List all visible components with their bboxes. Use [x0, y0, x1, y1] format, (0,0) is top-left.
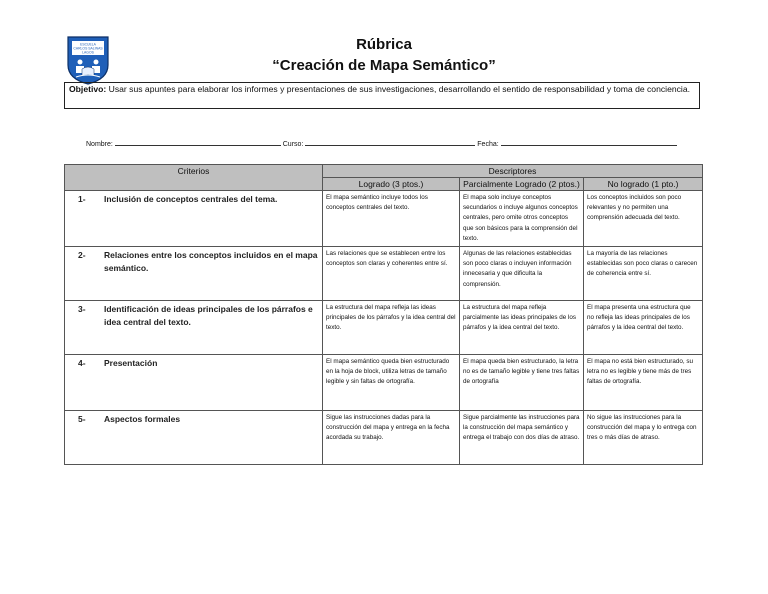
level-header-logrado: Logrado (3 ptos.)	[323, 178, 460, 191]
table-row	[65, 301, 703, 355]
date-label: Fecha:	[477, 141, 499, 148]
criterion-cell	[65, 355, 323, 411]
table-row	[65, 411, 703, 465]
svg-text:LAGOS: LAGOS	[82, 50, 94, 55]
criterion-cell	[65, 191, 323, 247]
criterion-cell	[65, 247, 323, 301]
descriptor-no-logrado: No sigue las instrucciones para la construcción del mapa y lo entrega con tres o más días de atraso.	[584, 411, 703, 465]
objective-text: Usar sus apuntes para elaborar los informes y presentaciones de sus investigaciones, desarrollando el sentido de responsabilidad y toma de conciencia.	[106, 84, 691, 94]
level-header-parcial: Parcialmente Logrado (2 ptos.)	[460, 178, 584, 191]
level-header-no-logrado: No logrado (1 pto.)	[584, 178, 703, 191]
document-subtitle: “Creación de Mapa Semántico”	[272, 57, 496, 74]
criterion-number: 2-	[78, 250, 86, 261]
table-row	[65, 247, 703, 301]
descriptor-logrado: Las relaciones que se establecen entre los conceptos son claras y coherentes entre sí.	[323, 247, 460, 301]
student-info-line	[86, 138, 696, 148]
table-row	[65, 191, 703, 247]
descriptor-parcial: Algunas de las relaciones establecidas son poco claras o incluyen información innecesaria y que dificulta la comprensión.	[460, 247, 584, 301]
course-field[interactable]	[305, 138, 475, 146]
rubric-table	[64, 164, 703, 465]
date-field[interactable]	[501, 138, 677, 146]
document-title: Rúbrica	[356, 36, 412, 53]
criterion-text: Identificación de ideas principales de los párrafos e idea central del texto.	[104, 304, 313, 328]
course-label: Curso:	[282, 141, 304, 148]
criterion-cell	[65, 411, 323, 465]
descriptor-parcial: El mapa solo incluye conceptos secundarios o incluye algunos conceptos centrales, pero omite otros conceptos que son básicos para la comprensión del texto.	[460, 191, 584, 247]
descriptor-no-logrado: La mayoría de las relaciones establecidas son poco claras o carecen de coherencia entre sí.	[584, 247, 703, 301]
criteria-header: Criterios	[65, 165, 323, 191]
name-label: Nombre:	[86, 141, 113, 148]
descriptor-parcial: La estructura del mapa refleja parcialmente las ideas principales de los párrafos y la idea central del texto.	[460, 301, 584, 355]
criterion-text: Relaciones entre los conceptos incluidos en el mapa semántico.	[104, 250, 318, 274]
criterion-number: 3-	[78, 304, 86, 315]
table-header-row	[65, 165, 703, 178]
descriptor-no-logrado: Los conceptos incluidos son poco relevantes y no permiten una comprensión adecuada del texto.	[584, 191, 703, 247]
descriptor-parcial: El mapa queda bien estructurado, la letra no es de tamaño legible y tiene tres faltas de ortografía	[460, 355, 584, 411]
descriptor-logrado: Sigue las instrucciones dadas para la construcción del mapa y entrega en la fecha acordada su trabajo.	[323, 411, 460, 465]
objective-label: Objetivo:	[69, 84, 107, 94]
descriptor-logrado: El mapa semántico queda bien estructurado en la hoja de block, utiliza letras de tamaño legible y sin faltas de ortografía.	[323, 355, 460, 411]
descriptor-no-logrado: El mapa no está bien estructurado, su letra no es legible y tiene más de tres faltas de ortografía.	[584, 355, 703, 411]
descriptor-parcial: Sigue parcialmente las instrucciones para la construcción del mapa semántico y entrega el trabajo con dos días de atraso.	[460, 411, 584, 465]
criterion-number: 1-	[78, 194, 86, 204]
criterion-text: Aspectos formales	[104, 414, 181, 425]
criterion-number: 5-	[78, 414, 86, 425]
criterion-text: Inclusión de conceptos centrales del tema.	[104, 194, 278, 204]
name-field[interactable]	[115, 138, 281, 146]
objective-box	[64, 82, 700, 109]
svg-text:CARLOS SALINAS: CARLOS SALINAS	[73, 46, 103, 51]
table-row	[65, 355, 703, 411]
descriptor-logrado: El mapa semántico incluye todos los conceptos centrales del texto.	[323, 191, 460, 247]
descriptor-logrado: La estructura del mapa refleja las ideas principales de los párrafos y la idea central del texto.	[323, 301, 460, 355]
descriptors-header: Descriptores	[323, 165, 703, 178]
criterion-cell	[65, 301, 323, 355]
criterion-text: Presentación	[104, 358, 158, 369]
svg-text:ESCUELA: ESCUELA	[80, 42, 96, 47]
criterion-number: 4-	[78, 358, 86, 369]
descriptor-no-logrado: El mapa presenta una estructura que no refleja las ideas principales de los párrafos y la idea central del texto.	[584, 301, 703, 355]
